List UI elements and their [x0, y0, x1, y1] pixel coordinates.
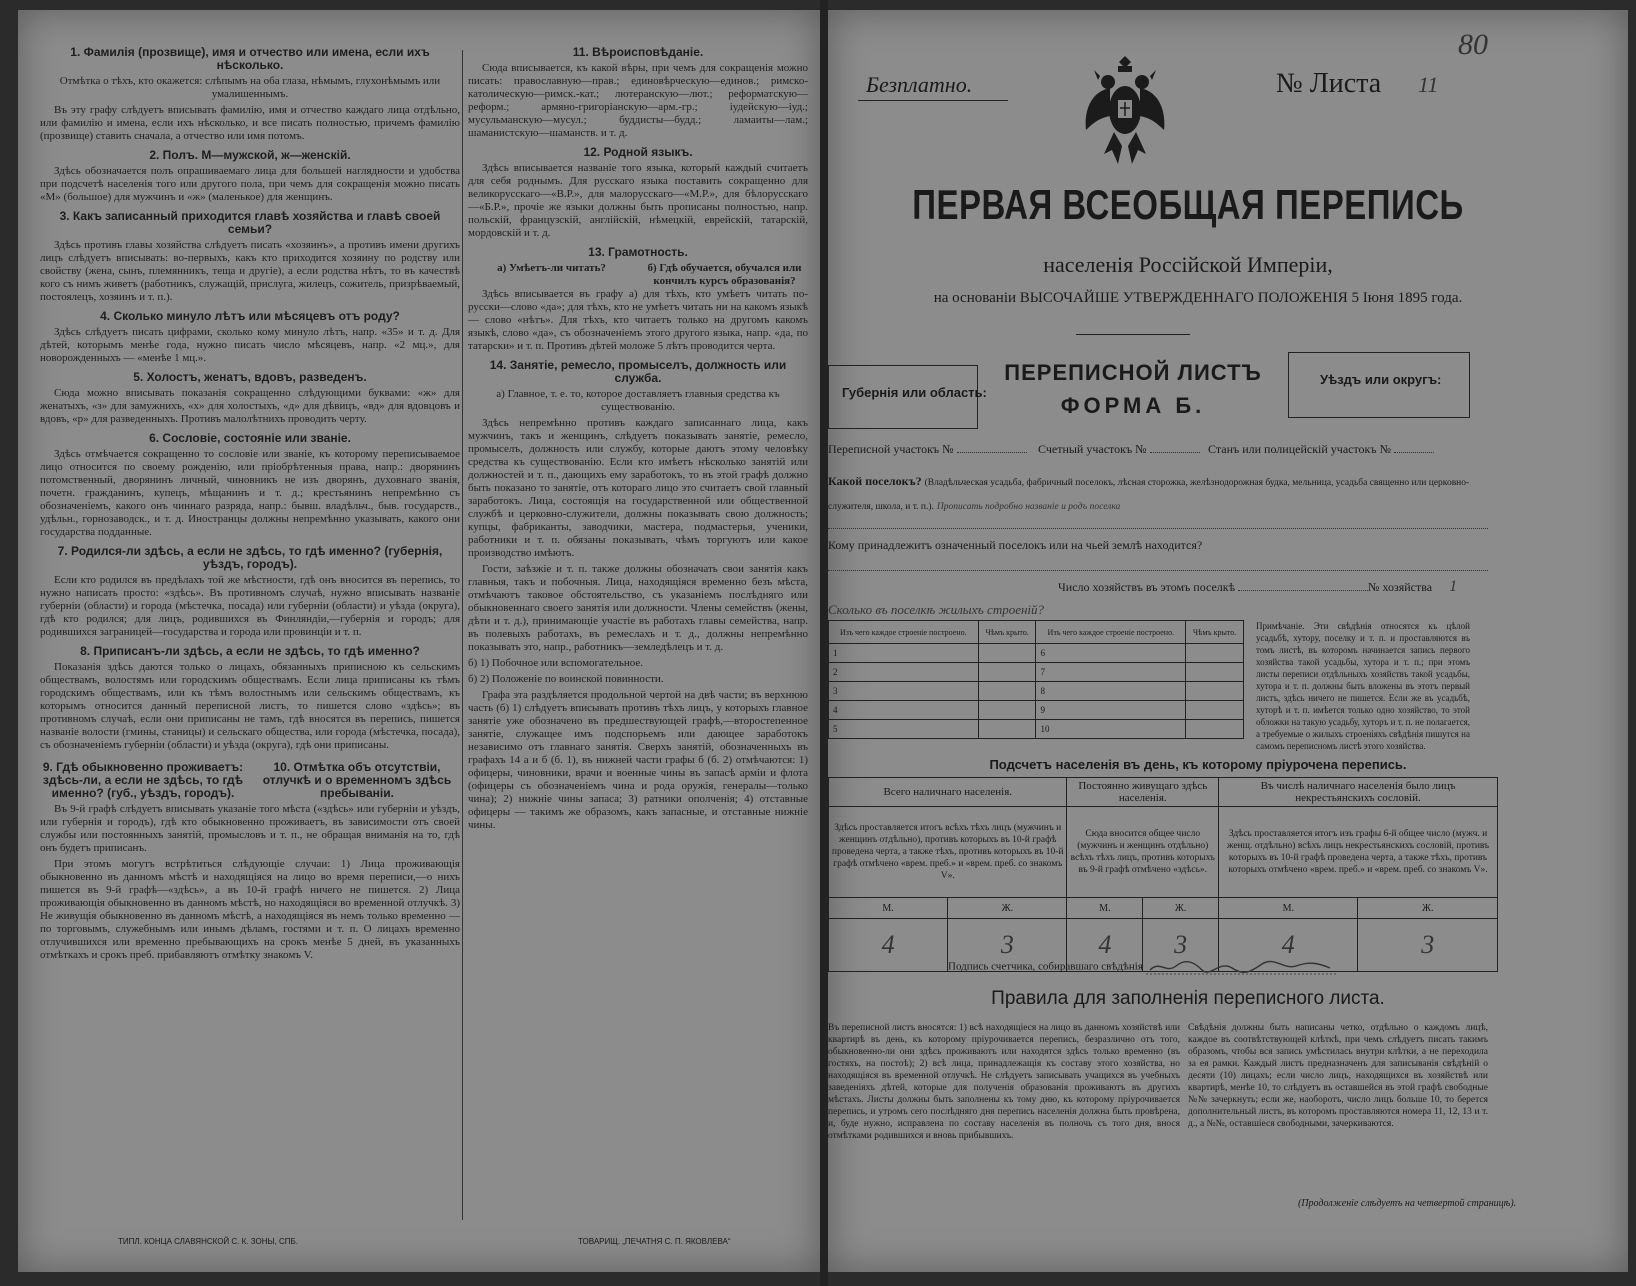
- section-10-title: 10. Отмѣтка объ отсутствіи, отлучкѣ и о временномъ здѣсь пребываніи.: [262, 760, 452, 800]
- owner-label: Кому принадлежитъ означенный поселокъ или на чьей землѣ находится?: [828, 538, 1203, 552]
- buildings-cell[interactable]: [978, 663, 1036, 682]
- households-field[interactable]: [1058, 580, 1368, 595]
- title-rule: [1076, 334, 1190, 335]
- count-permanent-male[interactable]: 4: [1067, 919, 1143, 972]
- count-female-label: Ж.: [1143, 898, 1219, 919]
- section-6-text: Здѣсь отмѣчается сокращенно то сословіе или званіе, къ которому переписываемое лицо относится по своему рожденію, или пріобрѣтенныя права, напр.: дворянинъ потомственный, дворянинъ личный, чиновникъ не изъ дворянъ, духовнаго званія, почетн. гражданинъ, купецъ, мѣщанинъ и т. д.; крестьянинъ непремѣнно съ обозначеніемъ, какого онъ чиннаго разряда, напр.: бывш. владѣльч., быв. государств., удѣльн., горнозаводск., и т. д. Иностранцы должны непремѣнно указывать, какого они государства подданные.: [40, 448, 460, 538]
- buildings-row-num[interactable]: 6: [1036, 644, 1186, 663]
- handwritten-signature-icon: [1146, 958, 1336, 976]
- section-8-title: 8. Приписанъ-ли здѣсь, а если не здѣсь, то гдѣ именно?: [80, 644, 420, 658]
- census-title: ПЕРВАЯ ВСЕОБЩАЯ ПЕРЕПИСЬ: [912, 181, 1464, 228]
- count-district-field[interactable]: [1038, 442, 1200, 457]
- census-form-page: [828, 10, 1628, 1272]
- population-count-table: [828, 777, 1498, 972]
- section-6-title: 6. Сословіе, состояніе или званіе.: [149, 431, 351, 445]
- section-4-text: Здѣсь слѣдуетъ писать цифрами, сколько кому минуло лѣтъ, напр. «35» и т. д. Для дѣтей, которымъ менѣе года, нужно писать число мѣсяцевъ, напр. «2 мц.», для новорожденныхъ — «менѣе 1 мц.».: [40, 326, 460, 364]
- count-present-male[interactable]: 4: [829, 919, 948, 972]
- buildings-row-num[interactable]: 4: [829, 701, 979, 720]
- buildings-row-num[interactable]: 2: [829, 663, 979, 682]
- buildings-row: [829, 682, 1244, 701]
- buildings-cell[interactable]: [1186, 644, 1244, 663]
- buildings-row: [829, 701, 1244, 720]
- buildings-cell[interactable]: [1186, 663, 1244, 682]
- printer-imprint-left: ТИПЛ. КОНЦА СЛАВЯНСКОЙ С. К. ЗОНЫ, СПБ.: [118, 1237, 298, 1246]
- column-divider: [462, 50, 463, 1220]
- buildings-col-which-right: Изъ чего каждое строеніе построено.: [1036, 621, 1186, 644]
- owner-field[interactable]: [828, 538, 1202, 553]
- buildings-cell[interactable]: [1186, 701, 1244, 720]
- section-14-text-2: Гости, заѣзжіе и т. п. также должны обозначать свои занятія какъ главныя, такъ и побочныя. Лица, находящіяся временно безъ мѣста, отмѣчаютъ таковое обстоятельство, съ указаніемъ послѣдняго или обыкновеннаго своего занятія или должности. Члены семействъ (жены, дѣти и т. д.), принимающіе участіе въ работахъ главы семейства, напр. въ полевыхъ работахъ, въ ремеслахъ и т. д., должны непремѣнно показывать это, напр., работникъ—земледѣлецъ и т. д.: [468, 563, 808, 653]
- buildings-cell[interactable]: [1186, 720, 1244, 739]
- stan-line: [1394, 442, 1434, 453]
- section-14-text-3: Графа эта раздѣляется продольной чертой на двѣ части; въ верхнюю часть (б) 1) слѣдуетъ вписывать противъ тѣхъ лицъ, у которыхъ главное занятіе уже обозначено въ предшествующей графѣ,—второстепенное занятіе, служащее имъ подспорьемъ или дающее заработокъ независимо отъ главнаго занятія. Сверхъ занятій, обозначенныхъ въ графахъ 14 а и б (б. 1), въ нижней части графы б (б. 2) отмѣчаются: 1) офицеры, чиновники, врачи и военные чины въ запасѣ арміи и флота (офицеры съ обозначеніемъ чина и рода оружія, генералы—только чина); 2) нижніе чины запаса; 3) ратники ополченія; 4) отставные офицеры — такимъ же образомъ, какъ запасные, и отставные нижніе чины.: [468, 689, 808, 831]
- buildings-col-which-left: Изъ чего каждое строеніе построено.: [829, 621, 979, 644]
- buildings-row-num[interactable]: 7: [1036, 663, 1186, 682]
- section-13-text: Здѣсь вписывается въ графу а) для тѣхъ, кто умѣетъ читать по-русски—слово «да»; для тѣхъ, кто не умѣетъ читать ни на какомъ языкѣ — слово «нѣтъ». Для тѣхъ, кто читаетъ только на другомъ какомъ языкѣ, слово «да», съ обозначеніемъ этого другого языка, напр. «да, по татарски» и т. п. Противъ дѣтей моложе 5 лѣтъ проводится черта.: [468, 288, 808, 352]
- count-female-label: Ж.: [948, 898, 1067, 919]
- buildings-note: Примѣчаніе. Эти свѣдѣнія относятся къ цѣлой усадьбѣ, хутору, поселку и т. п. и проставляются въ томъ листѣ, въ которомъ начинается запись первого хозяйства такой усадьбы, хутора и т. п.; при этомъ листы переписи отдѣльныхъ хозяйствъ такой усадьбы, хутора и т. п. должны быть вложены въ этотъ первый листъ, здѣсь ничего не пишется. Если же въ усадьбѣ, хуторѣ и т. п. имѣется только одно хозяйство, то этой обложки на такую усадьбу, хуторъ и т. п. не полагается, а требуемые о жилыхъ строеніяхъ свѣдѣнія пишутся на самомъ переписномъ листѣ этого хозяйства.: [1256, 621, 1470, 751]
- signature-label: Подпись счетчика, собиравшаго свѣдѣнія: [948, 960, 1143, 973]
- buildings-row-num[interactable]: 10: [1036, 720, 1186, 739]
- buildings-row-num[interactable]: 5: [829, 720, 979, 739]
- section-13a: а) Умѣетъ-ли читать?: [497, 262, 606, 274]
- settlement-line-2: [828, 528, 1488, 529]
- census-legal-basis: на основаніи ВЫСОЧАЙШЕ УТВЕРЖДЕННАГО ПОЛОЖЕНІЯ 5 Іюня 1895 года.: [933, 290, 1463, 306]
- section-4-title: 4. Сколько минуло лѣтъ или мѣсяцевъ отъ роду?: [100, 309, 400, 323]
- count-district-label: Счетный участокъ №: [1038, 442, 1147, 456]
- section-7-title: 7. Родился-ли здѣсь, а если не здѣсь, то гдѣ именно? (губернія, уѣздъ, городъ).: [57, 544, 443, 571]
- household-number-value: 1: [1449, 578, 1458, 595]
- form-title: ПЕРЕПИСНОЙ ЛИСТЪ: [1004, 360, 1262, 385]
- double-headed-eagle-emblem-icon: [1080, 52, 1170, 172]
- buildings-cell[interactable]: [978, 644, 1036, 663]
- section-1-subtitle: Отмѣтка о тѣхъ, кто окажется: слѣпымъ на оба глаза, нѣмымъ, глухонѣмымъ или умалишеннымъ.: [59, 75, 441, 100]
- free-label-underline: [858, 100, 1008, 101]
- buildings-table: [828, 620, 1244, 739]
- buildings-row: [829, 663, 1244, 682]
- enumerator-signature-field[interactable]: [948, 958, 1336, 976]
- household-number-field[interactable]: [1368, 578, 1457, 596]
- count-header-permanent: Постоянно живущаго здѣсь населенія.: [1067, 778, 1219, 807]
- section-12-title: 12. Родной языкъ.: [583, 145, 693, 159]
- settlement-field[interactable]: [828, 470, 1488, 518]
- section-11-text: Сюда вписывается, къ какой вѣры, при чемъ для сокращенія можно писать: православную—прав.; единовѣрческую—единов.; римско-католическую—римск.-кат.; лютеранскую—лют.; реформатскую—реформ.; армяно-григоріанскую—арм.-гр.; іудейскую—іуд.; мусульманскую—мусул.; буддисты—будд.; ламаиты—лам.; шаманистскую—шаманств. и т. д.: [468, 62, 808, 139]
- buildings-row-num[interactable]: 8: [1036, 682, 1186, 701]
- sheet-number-value[interactable]: 11: [1418, 72, 1439, 97]
- count-male-label: М.: [1067, 898, 1143, 919]
- households-label: Число хозяйствъ въ этомъ поселкѣ: [1058, 580, 1236, 594]
- buildings-row: [829, 720, 1244, 739]
- count-desc-nonpeasant: Здѣсь проставляется итогъ изъ графы 6-й общее число (мужч. и женщ. отдѣльно) всѣхъ лицъ некрестьянскихъ сословій, противъ которыхъ въ 10-й графѣ проведена черта, а также тѣхъ, противъ которыхъ отмѣчено «врем. преб.» и «врем. преб. со знакомъ V».: [1219, 807, 1498, 898]
- section-13-title: 13. Грамотность.: [588, 245, 688, 259]
- rules-column-1: Въ переписной листъ вносятся: 1) всѣ находящіеся на лицо въ данномъ хозяйствѣ или квартирѣ въ день, къ которому пріурочивается перепись, безразлично отъ того, обыкновенно-ли они здѣсь проживаютъ или находятся здѣсь только временно (въ гостяхъ, на постоѣ); 2) всѣ лица, принадлежащія къ составу этого хозяйства, но находящіяся въ временной отлучкѣ. Не слѣдуетъ записывать учащихся въ учебныхъ заведеніяхъ дѣтей, которые для полученія образованія проживаютъ въ другихъ мѣстахъ. Листы должны быть заполнены къ тому дню, къ которому пріурочивается перепись, и утромъ сего послѣдняго дня перепись населенія должна быть провѣрена, и, буде нужно, исправлена по составу населенія въ полночь съ того дня, внося отмѣтками родившихся и вновь прибывшихъ.: [828, 1023, 1180, 1141]
- households-line: [1238, 580, 1368, 591]
- count-header-present: Всего наличнаго населенія.: [829, 778, 1067, 807]
- census-subtitle: населенія Россійской Имперіи,: [1043, 252, 1333, 277]
- stan-label: Станъ или полицейскій участокъ №: [1208, 442, 1392, 456]
- count-female-label: Ж.: [1358, 898, 1498, 919]
- rules-title: Правила для заполненія переписного листа.: [991, 988, 1385, 1009]
- section-9-text: Въ 9-й графѣ слѣдуетъ вписывать указаніе того мѣста («здѣсь» или губерніи и уѣздъ, или губернія и городъ), гдѣ кто обыкновенно проживаетъ, въ зависимости отъ своей службы или постоянныхъ занятій, промысловъ и т. п., не обращая вниманія на то, гдѣ онъ будетъ приписанъ.: [40, 803, 460, 854]
- section-12-text: Здѣсь вписывается названіе того языка, который каждый считаетъ для себя роднымъ. Для русскаго языка поставить сокращенно для великорусскаго—«В.Р.», для малорусскаго—«М.Р.», для бѣлорусскаго—«Б.Р.», прочіе же языки должны быть прописаны полностью, напр. польскій, французскій, англійскій, нѣмецкій, еврейскій, татарскій, мордовскій и т. д.: [468, 162, 808, 239]
- archive-margin-number: 80: [1458, 28, 1488, 61]
- form-name: ФОРМА Б.: [1060, 393, 1206, 418]
- sheet-number-label: № Листа: [1276, 68, 1382, 99]
- count-desc-present: Здѣсь проставляется итогъ всѣхъ тѣхъ лицъ (мужчинъ и женщинъ отдѣльно), противъ которыхъ въ 10-й графѣ проведена черта, а также тѣхъ, противъ которыхъ въ 10-й графѣ отмѣчено «врем. преб.» и «врем. преб. со знакомъ V».: [829, 807, 1067, 898]
- buildings-col-roof-left: Чѣмъ крыто.: [978, 621, 1036, 644]
- section-7-text: Если кто родился въ предѣлахъ той же мѣстности, гдѣ онъ вносится въ перепись, то нужно написать просто: «здѣсь». Въ противномъ случаѣ, нужно вписывать названіе губерніи (области) и города (мѣстечка, посада) или губерніи (области) и уѣзда (округа), гдѣ кто родился; для лицъ, родившихся въ Финляндіи,—губернія и городъ; для родившихся заграницей—государства и города или провинціи и т. п.: [40, 574, 460, 638]
- section-8-text: Показанія здѣсь даются только о лицахъ, обязанныхъ приписною къ сельскимъ обществамъ, волостямъ или городскимъ обществамъ. Если лица приписаны къ тѣмъ городскимъ обществамъ, или къ тѣмъ волостнымъ или сельскимъ обществамъ, къ которымъ относится данный переписной листъ, то пишется слово «здѣсь»; въ противномъ случаѣ, если они приписаны не тамъ, гдѣ вносятся въ перепись, пишется названіе волости (гмины, станицы) и сельскаго общества, или города (мѣстечка, посада), съ обозначеніемъ губерніи (области) и уѣзда (округа), гдѣ они приписаны.: [40, 661, 460, 751]
- section-14b1: б) 1) Побочное или вспомогательное.: [468, 657, 643, 669]
- instructions-column-1: [40, 40, 460, 965]
- section-5-text: Сюда можно вписывать показанія сокращенно слѣдующими буквами: «ж» для женатыхъ, «з» для замужнихъ, «х» для холостыхъ, «д» для дѣвицъ, «вд» для вдовцовъ и вдовъ, «р» для разведенныхъ. Противъ малолѣтнихъ проводить черту.: [40, 387, 460, 425]
- buildings-row-num[interactable]: 3: [829, 682, 979, 701]
- buildings-field[interactable]: [828, 602, 1044, 618]
- free-label: Безплатно.: [866, 72, 973, 97]
- count-desc-permanent: Сюда вносится общее число (мужчинъ и женщинъ отдѣльно) всѣхъ тѣхъ лицъ, противъ которыхъ въ 9-й графѣ отмѣчено «здѣсь».: [1067, 807, 1219, 898]
- rules-column-2: Свѣдѣнія должны быть написаны четко, отдѣльно о каждомъ лицѣ, каждое въ соотвѣтствующей клѣткѣ, при чемъ слѣдуетъ писать такимъ образомъ, чтобы вся запись умѣстилась внутри клѣтки, а не переходила за ея рамки. Каждый листъ предназначенъ для записыванія свѣдѣній о десяти (10) лицахъ; если число лицъ, находящихся въ хозяйствѣ или квартирѣ, менѣе 10, то слѣдуетъ въ оставшейся въ этой графѣ свободные №№ зачеркнуть; если же, наоборотъ, число лицъ больше 10, то берется дополнительный листъ, въ которомъ проставляются номера 11, 12, 13 и т. д., а №№, оставшіеся свободными, зачеркиваются.: [1188, 1023, 1488, 1129]
- settlement-hint: (Владѣльческая усадьба, фабричный поселокъ, лѣсная сторожка, желѣзнодорожная будка, мельница, усадьба священно или церковно-служителя, школа, и т. п.).: [828, 478, 1470, 512]
- section-2-text: Здѣсь обозначается полъ опрашиваемаго лица для большей наглядности и удобства при подсчетѣ населенія того или другого пола, при чемъ для сокращенія можно писать «М» (большое) для мужчинъ и «ж» (маленькое) для женщинъ.: [40, 165, 460, 203]
- section-14-text: Здѣсь непремѣнно противъ каждаго записаннаго лица, какъ мужчинъ, такъ и женщинъ, слѣдуетъ показывать занятіе, ремесло, промыселъ, должность или службу, которые даютъ этому человѣку средства къ существованію. Если кто имѣетъ нѣсколько занятій или должностей и т. п., дающихъ ему заработокъ, то въ этой графѣ должно быть показано то занятіе, отъ котораго лицо это считаетъ свой главный заработокъ. Лица, состоящія на государственной или общественной службѣ и церковно-служители, должны показывать свою должность; купцы, фабриканты, заводчики, мастера, подмастерья, ученики, работники и т. п. обязаны показывать, чѣмъ торгуютъ или какое производство имѣютъ.: [468, 417, 808, 559]
- section-1-title: 1. Фамилія (прозвище), имя и отчество или имена, если ихъ нѣсколько.: [70, 45, 430, 72]
- section-3-title: 3. Какъ записанный приходится главѣ хозяйства и главѣ своей семьи?: [59, 209, 441, 236]
- instructions-page: [18, 10, 820, 1272]
- buildings-row-num[interactable]: 9: [1036, 701, 1186, 720]
- buildings-row-num[interactable]: 1: [829, 644, 979, 663]
- section-1-text: Въ эту графу слѣдуетъ вписывать фамилію, имя и отчество каждаго лица отдѣльно, или фамилію и имена, если ихъ нѣсколько, и все писать полностью, причемъ фамилію (прозвище) ставить сначала, а отчество или имя потомъ.: [40, 104, 460, 142]
- section-14b2: б) 2) Положеніе по воинской повинности.: [468, 673, 664, 685]
- count-present-female[interactable]: 3: [948, 919, 1067, 972]
- census-district-line: [957, 442, 1027, 453]
- settlement-label: Какой поселокъ?: [828, 474, 922, 488]
- book-spine: [820, 0, 828, 1286]
- printer-imprint-right: ТОВАРИЩ. „ПЕЧАТНЯ С. П. ЯКОВЛЕВА“: [578, 1237, 731, 1246]
- count-male-label: М.: [1219, 898, 1358, 919]
- continuation-note: (Продолженіе слѣдуетъ на четвертой страницѣ).: [1298, 1198, 1517, 1209]
- section-13b: б) Гдѣ обучается, обучался или кончилъ курсъ образованія?: [647, 262, 802, 287]
- stan-field[interactable]: [1208, 442, 1434, 457]
- section-9-10-heads: [40, 755, 460, 803]
- buildings-cell[interactable]: [1186, 682, 1244, 701]
- section-11-title: 11. Вѣроисповѣданіе.: [572, 45, 704, 59]
- census-district-field[interactable]: [828, 442, 1027, 457]
- section-13-subheads: [468, 262, 808, 288]
- section-2-title: 2. Полъ. М—мужской, ж—женскій.: [149, 148, 351, 162]
- instructions-column-2: [468, 40, 808, 835]
- buildings-cell[interactable]: [978, 720, 1036, 739]
- buildings-row: [829, 644, 1244, 663]
- census-district-label: Переписной участокъ №: [828, 442, 954, 456]
- count-nonpeasant-female[interactable]: 3: [1358, 919, 1498, 972]
- population-count-title: Подсчетъ населенія въ день, къ которому пріурочена перепись.: [989, 757, 1407, 772]
- section-9-title: 9. Гдѣ обыкновенно проживаетъ: здѣсь-ли, а если не здѣсь, то гдѣ именно? (губ., уѣздъ, городъ).: [42, 760, 244, 800]
- buildings-cell[interactable]: [978, 682, 1036, 701]
- section-5-title: 5. Холостъ, женатъ, вдовъ, разведенъ.: [133, 370, 367, 384]
- count-permanent-female[interactable]: 3: [1143, 919, 1219, 972]
- count-district-line: [1150, 442, 1200, 453]
- gubernia-label: Губернія или область:: [842, 385, 987, 400]
- count-nonpeasant-male[interactable]: 4: [1219, 919, 1358, 972]
- buildings-label: Сколько въ поселкѣ жилыхъ строеній?: [828, 602, 1045, 617]
- section-14a: а) Главное, т. е. то, которое доставляетъ главныя средства къ существованію.: [496, 388, 780, 413]
- uezd-label: Уѣздъ или округъ:: [1320, 372, 1442, 387]
- count-male-label: М.: [829, 898, 948, 919]
- buildings-col-roof-right: Чѣмъ крыто.: [1186, 621, 1244, 644]
- section-3-text: Здѣсь противъ главы хозяйства слѣдуетъ писать «хозяинъ», а противъ имени другихъ лицъ слѣдуетъ вписывать: во-первыхъ, какъ кто приходится хозяину по родству или свойству (жена, сынъ, племянникъ, теща и другіе), а если родства нѣтъ, то въ качествѣ кого съ нимъ живетъ (работникъ, служащій, прислуга, жилецъ, сожитель, призрѣваемый, постоялецъ, хозяинъ и т. п.).: [40, 239, 460, 303]
- section-14-title: 14. Занятіе, ремесло, промыселъ, должность или служба.: [489, 358, 787, 385]
- settlement-instruction: Прописать подробно названіе и родъ поселка: [936, 502, 1121, 512]
- household-number-label: № хозяйства: [1368, 580, 1433, 594]
- buildings-cell[interactable]: [978, 701, 1036, 720]
- count-header-nonpeasant: Въ числѣ наличнаго населенія было лицъ некрестьянскихъ сословій.: [1219, 778, 1498, 807]
- owner-line: [828, 570, 1488, 571]
- section-10-text: При этомъ могутъ встрѣтиться слѣдующіе случаи: 1) Лица проживающія обыкновенно въ данномъ мѣстѣ и находящіяся на лицо во время переписи,—о нихъ пишется въ 9-й графѣ—«здѣсь», а въ 10-й графѣ ничего не пишется. 2) Лица проживающія обыкновенно въ данномъ мѣстѣ, но находящіяся во временной отлучкѣ. 3) Не живущія обыкновенно въ данномъ мѣстѣ, а находящіяся въ немъ только временно — по торговымъ, служебнымъ или инымъ дѣламъ, гостями и т. п. О лицахъ временно отлучившихся или временно пребывающихъ на срокъ менѣе 5 дней, въ указанныхъ отмѣткахъ и срокъ преб. прибавляютъ отмѣтку знакомъ V.: [40, 858, 460, 961]
